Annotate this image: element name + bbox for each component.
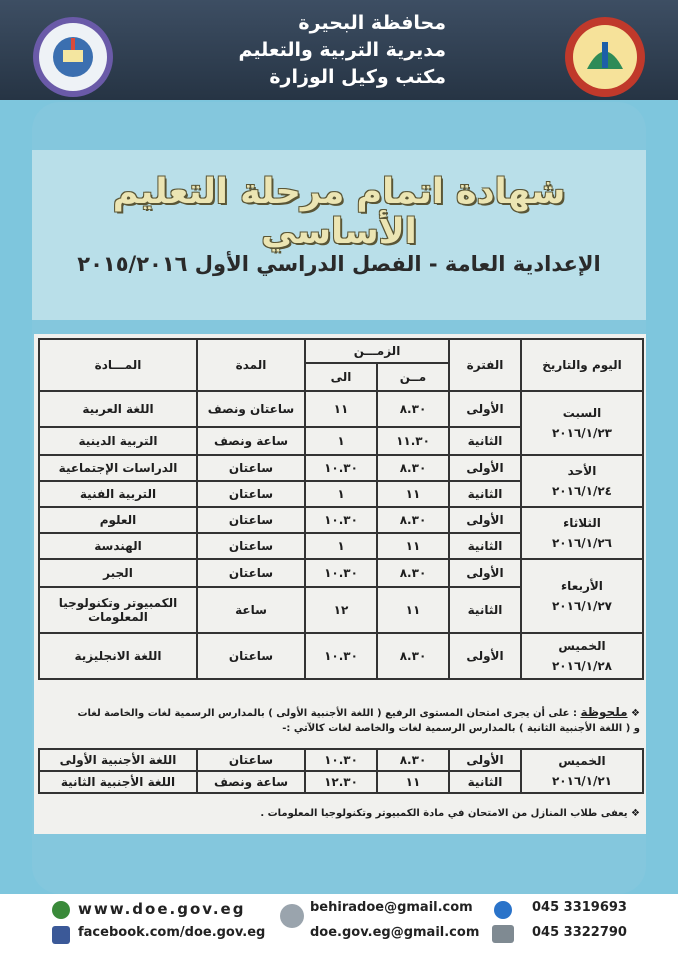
day-date: ٢٠١٦/١/٢٤ (551, 484, 613, 498)
email-icon (280, 904, 304, 928)
office-name: مكتب وكيل الوزارة (269, 66, 446, 88)
globe-icon (52, 901, 70, 919)
from-cell: ١١ (377, 533, 449, 559)
phone-icon (494, 901, 512, 919)
to-cell: ١ (305, 533, 377, 559)
from-cell: ٨.٣٠ (377, 507, 449, 533)
day-date: ٢٠١٦/١/٢٧ (551, 599, 613, 613)
facebook-icon (52, 926, 70, 944)
header-duration: المدة (197, 339, 305, 391)
period-cell: الثانية (449, 587, 521, 633)
to-cell: ١٢ (305, 587, 377, 633)
day-date: ٢٠١٦/١/٢٣ (551, 426, 613, 440)
from-cell: ٨.٣٠ (377, 559, 449, 587)
day-cell (521, 455, 643, 507)
period-cell: الأولى (449, 749, 521, 771)
exemption-note (44, 808, 640, 819)
day-name: السبت (562, 406, 602, 420)
duration-cell: ساعتان (197, 633, 305, 679)
from-cell: ١١ (377, 771, 449, 793)
day-date: ٢٠١٦/١/٢٨ (551, 659, 613, 673)
subject-cell: اللغة الأجنبية الأولى (39, 749, 197, 771)
subject-cell: اللغة العربية (39, 391, 197, 427)
from-cell: ١١.٣٠ (377, 427, 449, 455)
day-name: الخميس (558, 639, 606, 653)
day-cell (521, 633, 643, 679)
duration-cell: ساعة (197, 587, 305, 633)
from-cell: ١١ (377, 587, 449, 633)
to-cell: ١ (305, 481, 377, 507)
subject-cell: الدراسات الإجتماعية (39, 455, 197, 481)
facebook-link[interactable]: facebook.com/doe.gov.eg (78, 925, 266, 940)
note-line1: : على أن يجرى امتحان المستوى الرفيع ( اللغة الأجنبية الأولى ) بالمدارس الرسمية لغات والخاصة لغات (77, 708, 577, 719)
fax-number: 045 3322790 (532, 925, 627, 940)
header-from: مــن (377, 363, 449, 391)
header-subject: المـــادة (39, 339, 197, 391)
day-cell (521, 507, 643, 559)
directorate-name: مديرية التربية والتعليم (238, 39, 446, 61)
header-bar (0, 0, 678, 100)
day-date: ٢٠١٦/١/٢١ (551, 774, 613, 788)
period-cell: الثانية (449, 533, 521, 559)
ministry-logo-icon (30, 14, 116, 100)
header-day-date: اليوم والتاريخ (521, 339, 643, 391)
duration-cell: ساعتان (197, 559, 305, 587)
subject-cell: التربية الدينية (39, 427, 197, 455)
website-link[interactable]: www.doe.gov.eg (78, 900, 246, 918)
email-link-secondary[interactable]: doe.gov.eg@gmail.com (310, 925, 480, 940)
subject-cell: التربية الفنية (39, 481, 197, 507)
header-to: الى (305, 363, 377, 391)
from-cell: ٨.٣٠ (377, 391, 449, 427)
from-cell: ٨.٣٠ (377, 749, 449, 771)
day-name: الثلاثاء (563, 516, 601, 530)
subject-cell: الهندسة (39, 533, 197, 559)
page-subtitle: الإعدادية العامة - الفصل الدراسي الأول ٢٠١٥/٢٠١٦ (77, 252, 601, 276)
page-title: شهادة اتمام مرحلة التعليم الأساسي (112, 172, 566, 252)
period-cell: الثانية (449, 481, 521, 507)
to-cell: ١٠.٣٠ (305, 633, 377, 679)
from-cell: ٨.٣٠ (377, 633, 449, 679)
note-bullet-icon: ❖ (627, 808, 640, 819)
period-cell: الأولى (449, 633, 521, 679)
note-label: ملحوظة (580, 705, 628, 719)
period-cell: الأولى (449, 455, 521, 481)
to-cell: ١٢.٣٠ (305, 771, 377, 793)
day-name: الأربعاء (561, 579, 603, 593)
exam-schedule-table (38, 338, 644, 680)
subject-cell: الكمبيوتر وتكنولوجيا المعلومات (39, 587, 197, 633)
period-cell: الأولى (449, 391, 521, 427)
note-line2: و ( اللغة الأجنبية الثانية ) بالمدارس الرسمية لغات والخاصة لغات كالآتي :- (282, 723, 640, 734)
language-exam-table (38, 748, 644, 794)
email-link-primary[interactable]: behiradoe@gmail.com (310, 900, 473, 915)
header-period: الفترة (449, 339, 521, 391)
from-cell: ١١ (377, 481, 449, 507)
period-cell: الأولى (449, 559, 521, 587)
governorate-name: محافظة البحيرة (298, 12, 446, 34)
to-cell: ١٠.٣٠ (305, 455, 377, 481)
exemption-text: يعفى طلاب المنازل من الامتحان في مادة الكمبيوتر وتكنولوجيا المعلومات . (260, 808, 628, 819)
fax-icon (492, 925, 514, 943)
header-titles (238, 10, 446, 91)
duration-cell: ساعة ونصف (197, 771, 305, 793)
day-cell (521, 749, 643, 793)
duration-cell: ساعتان (197, 749, 305, 771)
note-bullet-icon: ❖ (627, 708, 640, 719)
to-cell: ١ (305, 427, 377, 455)
period-cell: الثانية (449, 771, 521, 793)
contact-footer (0, 894, 678, 960)
duration-cell: ساعتان (197, 481, 305, 507)
to-cell: ١٠.٣٠ (305, 749, 377, 771)
subject-cell: الجبر (39, 559, 197, 587)
day-name: الخميس (558, 754, 606, 768)
to-cell: ١٠.٣٠ (305, 507, 377, 533)
duration-cell: ساعتان (197, 455, 305, 481)
exam-note (44, 705, 640, 736)
period-cell: الأولى (449, 507, 521, 533)
duration-cell: ساعتان ونصف (197, 391, 305, 427)
day-cell (521, 559, 643, 633)
subject-cell: اللغة الانجليزية (39, 633, 197, 679)
subject-cell: اللغة الأجنبية الثانية (39, 771, 197, 793)
from-cell: ٨.٣٠ (377, 455, 449, 481)
duration-cell: ساعتان (197, 533, 305, 559)
header-time: الزمـــن (305, 339, 449, 363)
duration-cell: ساعتان (197, 507, 305, 533)
day-cell (521, 391, 643, 455)
to-cell: ١١ (305, 391, 377, 427)
duration-cell: ساعة ونصف (197, 427, 305, 455)
governorate-logo-icon (562, 14, 648, 100)
day-date: ٢٠١٦/١/٢٦ (551, 536, 613, 550)
subject-cell: العلوم (39, 507, 197, 533)
day-name: الأحد (567, 464, 597, 478)
to-cell: ١٠.٣٠ (305, 559, 377, 587)
period-cell: الثانية (449, 427, 521, 455)
phone-number: 045 3319693 (532, 900, 627, 915)
